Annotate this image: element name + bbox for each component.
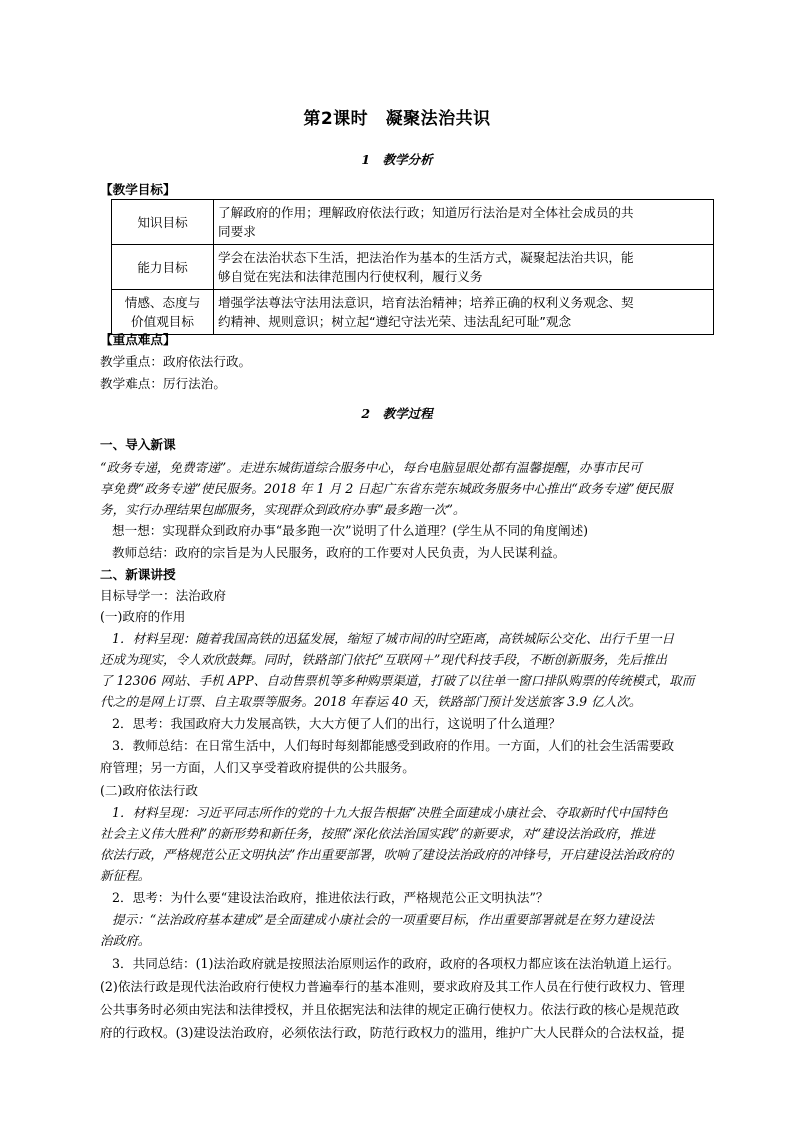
material-line: 了 12306 网站、手机 APP、自动售票机等多种购票渠道，打破了以往单一窗口排队购票的传统模式，取而 [100,673,695,688]
subsection-1: (一)政府的作用 [100,609,186,624]
goal-label-line: 情感、态度与 [124,295,201,310]
teacher-summary-2: 府管理；另一方面，人们又享受着政府提供的公共服务。 [100,760,415,775]
part2-heading: 二、新课讲授 [100,567,176,582]
teaching-goals-table [111,199,714,335]
material-line: 1．材料呈现：随着我国高铁的迅猛发展，缩短了城市间的时空距离，高铁城际公交化、出行千里一日 [112,631,675,646]
teacher-summary-1: 教师总结：政府的宗旨是为人民服务，政府的工作要对人民负责，为人民谋利益。 [112,545,566,560]
goal-label: 能力目标 [112,245,214,290]
summary-line: 3．共同总结：(1)法治政府就是按照法治原则运作的政府，政府的各项权力都应该在法治轨道上运行。 [112,956,680,971]
part1-heading: 一、导入新课 [100,437,176,452]
goal-label-line: 价值观目标 [131,314,194,329]
summary-line: (2)依法行政是现代法治政府行使权力普遍奉行的基本准则，要求政府及其工作人员在行使行政权力、管理 [100,979,685,994]
table-row [112,245,714,290]
summary-line: 府的行政权。(3)建设法治政府，必须依法行政，防范行政权力的滥用，维护广大人民群众的合法权益，提 [100,1025,685,1040]
goal-description [214,290,714,335]
goal-description [214,200,714,245]
goal-line: 约精神、规则意识；树立起“遵纪守法光荣、违法乱纪可耻”观念 [218,314,572,329]
goal-label [112,290,214,335]
material-line: 1．材料呈现：习近平同志所作的党的十九大报告根据“决胜全面建成小康社会、夺取新时代中国特色 [112,805,668,820]
think-question-2: 2．思考：我国政府大力发展高铁，大大方便了人们的出行，这说明了什么道理？ [112,716,561,731]
material-line: 依法行政，严格规范公正文明执法”作出重要部署，吹响了建设法治政府的冲锋号，开启建设法治政府的 [100,847,674,862]
difficult-point: 教学难点：厉行法治。 [100,376,226,391]
section-heading-process: 2 教学过程 [361,406,433,421]
table-row [112,200,714,245]
material-line: 代之的是网上订票、自主取票等服务。2018 年春运 40 天，铁路部门预计发送旅客 3.9 亿人次。 [100,694,642,709]
table-row [112,290,714,335]
goal-line: 学会在法治状态下生活，把法治作为基本的生活方式，凝聚起法治共识，能 [218,250,634,265]
think-question-3: 2．思考：为什么要“建设法治政府，推进依法行政，严格规范公正文明执法”？ [112,890,549,905]
key-points-heading: 【重点难点】 [100,332,176,347]
guide-goal-1: 目标导学一：法治政府 [100,588,226,603]
teacher-summary-2: 3．教师总结：在日常生活中，人们每时每刻都能感受到政府的作用。一方面，人们的社会生活需要政 [112,738,675,753]
material-line: 还成为现实，令人欢欣鼓舞。同时，铁路部门依托“互联网＋”现代科技手段，不断创新服务，先后推出 [100,652,668,667]
goal-description [214,245,714,290]
subsection-2: (二)政府依法行政 [100,783,198,798]
goal-line: 了解政府的作用；理解政府依法行政；知道厉行法治是对全体社会成员的共 [218,205,634,220]
material-line: 新征程。 [100,868,151,883]
section-heading-analysis: 1 教学分析 [361,152,433,167]
intro-line: 务，实行办理结果包邮服务，实现群众到政府办事“最多跑一次”。 [100,502,466,517]
intro-line: 享免费“政务专递”使民服务。2018 年 1 月 2 日起广东省东莞东城政务服务中心推出“政务专递”便民服 [100,481,673,496]
material-line: 社会主义伟大胜利”的新形势和新任务，按照“深化依法治国实践”的新要求，对“建设法治政府，推进 [100,826,655,841]
think-question-1: 想一想：实现群众到政府办事“最多跑一次”说明了什么道理？(学生从不同的角度阐述) [112,523,589,538]
lesson-title: 第2课时 凝聚法治共识 [303,109,491,129]
key-point: 教学重点：政府依法行政。 [100,354,252,369]
goal-label: 知识目标 [112,200,214,245]
goal-line: 增强学法尊法守法用法意识，培育法治精神；培养正确的权利义务观念、契 [218,295,634,310]
hint-line: 治政府。 [100,933,151,948]
intro-line: “政务专递，免费寄递”。走进东城街道综合服务中心，每台电脑显眼处都有温馨提醒，办事市民可 [100,460,642,475]
teaching-goals-heading: 【教学目标】 [100,182,176,197]
goal-line: 够自觉在宪法和法律范围内行使权利，履行义务 [218,269,483,284]
goal-line: 同要求 [218,224,256,239]
hint-line: 提示：“法治政府基本建成”是全面建成小康社会的一项重要目标，作出重要部署就是在努力建设法 [112,912,654,927]
summary-line: 公共事务时必须由宪法和法律授权，并且依据宪法和法律的规定正确行使权力。依法行政的核心是规范政 [100,1002,680,1017]
